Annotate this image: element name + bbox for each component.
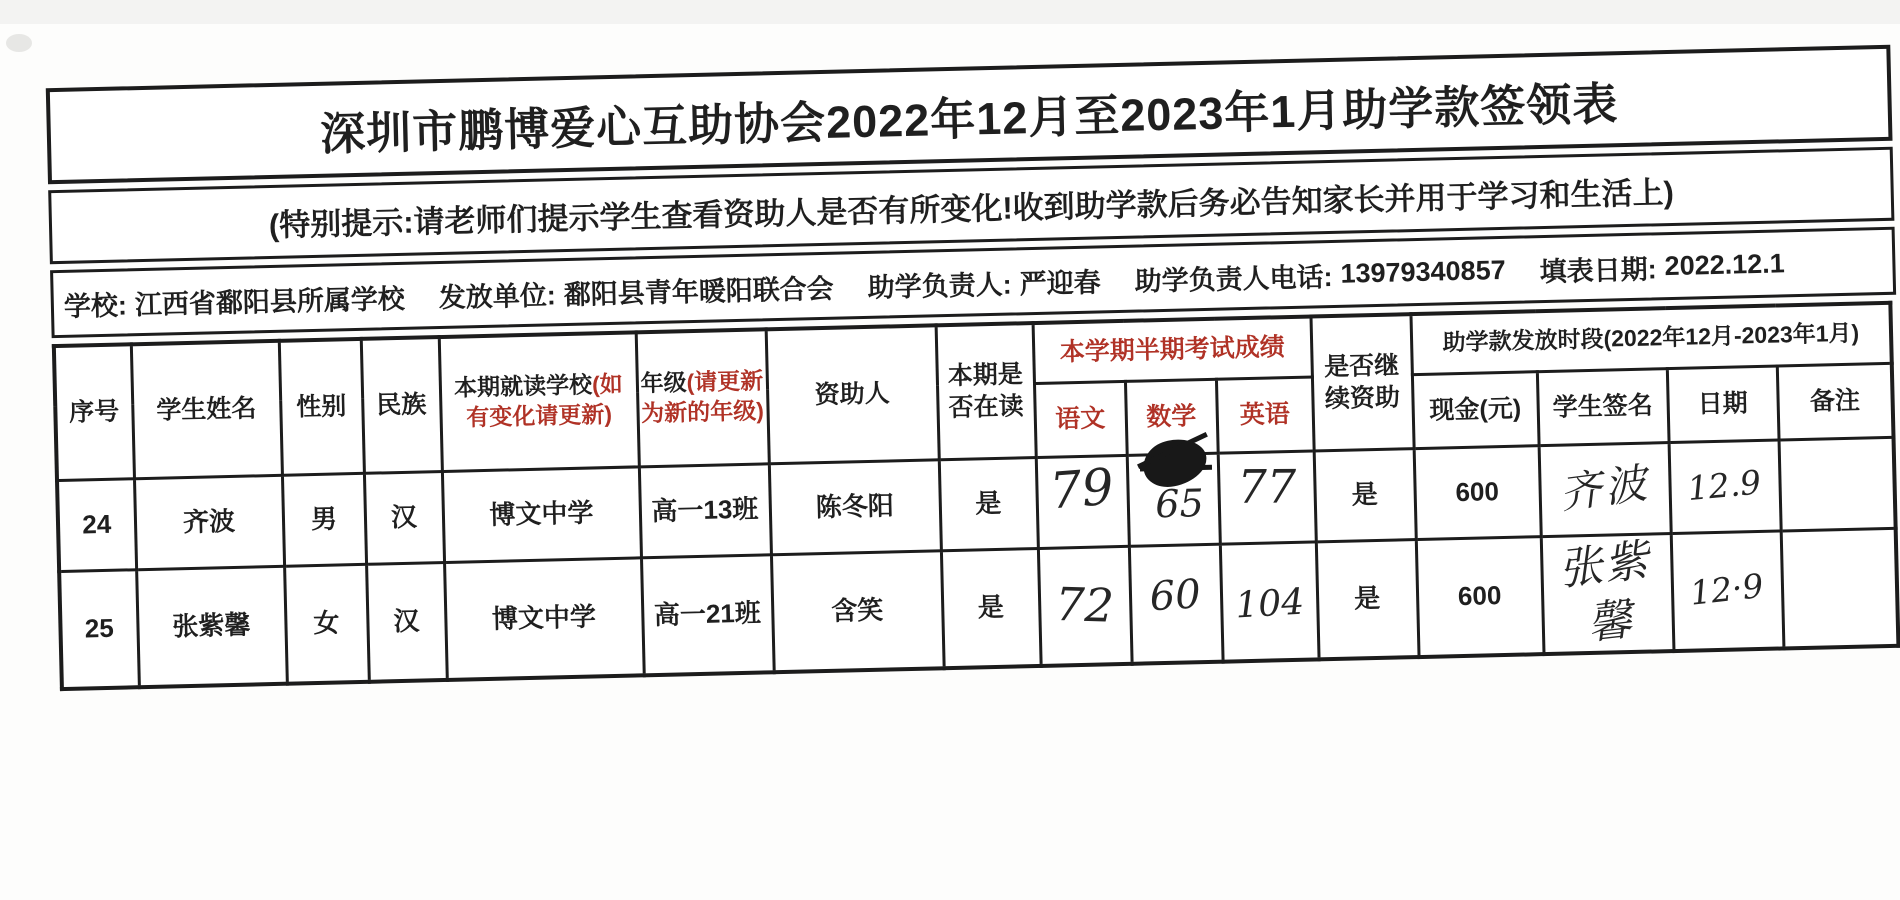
cell-cash: 600	[1414, 445, 1541, 539]
col-math-header: 数学	[1125, 379, 1218, 455]
col-english-header: 英语	[1216, 376, 1314, 452]
cell-name: 齐波	[134, 475, 284, 569]
cell-ethnicity: 汉	[366, 562, 447, 682]
cell-signature	[1541, 533, 1674, 654]
handwritten-score: 60	[1148, 571, 1203, 620]
cell-note	[1779, 437, 1896, 531]
cell-signature	[1539, 442, 1671, 536]
page-title: 深圳市鹏博爱心互助协会2022年12月至2023年1月助学款签领表	[319, 77, 1619, 160]
cell-english-score	[1218, 450, 1316, 543]
col-enrolled-header: 本期是否在读	[936, 323, 1036, 459]
col-gender-header: 性别	[279, 339, 364, 475]
handwritten-score: 79	[1047, 457, 1116, 521]
cell-english-score	[1220, 541, 1319, 661]
cell-serial: 25	[59, 569, 139, 689]
col-grade-header	[636, 329, 769, 466]
handwritten-signature: 齐波	[1556, 458, 1653, 519]
cell-serial: 24	[57, 478, 136, 571]
cell-chinese-score	[1036, 455, 1129, 548]
phone-label: 助学负责人电话:	[1134, 261, 1333, 297]
cell-date	[1671, 530, 1784, 650]
col-note-header: 备注	[1777, 363, 1894, 440]
cell-math-score	[1127, 453, 1220, 546]
col-name-header: 学生姓名	[131, 341, 282, 478]
cell-date	[1669, 440, 1781, 534]
cell-chinese-score	[1038, 546, 1132, 666]
manager-value: 严迎春	[1019, 266, 1101, 299]
cell-math-score	[1129, 544, 1223, 664]
special-notice: (特别提示:请老师们提示学生查看资助人是否有所变化!收到助学款后务必告知家长并用于学习和生活上)	[268, 174, 1675, 243]
cell-enrolled: 是	[939, 457, 1038, 550]
handwritten-corrected-score: 65	[1154, 480, 1205, 526]
filldate-value: 2022.12.1	[1664, 247, 1786, 281]
handwritten-signature: 张紫馨	[1555, 534, 1653, 650]
cell-gender: 男	[282, 473, 366, 566]
cell-note	[1781, 528, 1899, 649]
handwritten-score: 72	[1054, 576, 1115, 633]
cell-grade: 高一13班	[639, 463, 771, 557]
phone-value: 13979340857	[1340, 254, 1506, 289]
manager-label: 助学负责人:	[867, 269, 1013, 303]
issuer-value: 鄱阳县青年暖阳联合会	[563, 273, 835, 310]
exam-group-header: 本学期半期考试成绩	[1033, 317, 1312, 384]
grade-header-main: 年级	[640, 369, 687, 397]
col-date-header: 日期	[1667, 366, 1779, 443]
cell-continue: 是	[1314, 448, 1416, 541]
cell-sponsor: 陈冬阳	[769, 459, 941, 554]
school-label: 学校:	[63, 289, 128, 322]
cell-school: 博文中学	[442, 466, 641, 562]
handwritten-date: 12·9	[1688, 566, 1766, 613]
cell-gender: 女	[284, 564, 369, 684]
issuer-label: 发放单位:	[438, 279, 557, 313]
scan-edge-top	[0, 0, 1900, 24]
cell-sponsor: 含笑	[771, 550, 944, 672]
cell-school: 博文中学	[444, 557, 644, 679]
col-school-header	[439, 332, 639, 471]
scan-smudge	[6, 34, 32, 52]
col-serial-header: 序号	[54, 344, 134, 480]
filldate-label: 填表日期:	[1539, 253, 1658, 287]
col-signature-header: 学生签名	[1537, 368, 1669, 445]
col-continue-header: 是否继续资助	[1311, 314, 1414, 450]
payment-group-header: 助学款发放时段(2022年12月-2023年1月)	[1410, 303, 1891, 374]
col-sponsor-header: 资助人	[766, 325, 939, 463]
cell-grade: 高一21班	[641, 554, 774, 675]
math-cell-content	[1130, 454, 1216, 544]
col-cash-header: 现金(元)	[1412, 371, 1539, 448]
handwritten-score: 104	[1233, 581, 1305, 627]
cell-enrolled: 是	[941, 548, 1041, 668]
document-scan	[46, 45, 1900, 691]
cell-ethnicity: 汉	[364, 471, 444, 564]
school-header-main: 本期就读学校	[453, 371, 593, 402]
school-header-note: (如有变化请更新)	[465, 371, 624, 431]
school-value: 江西省鄱阳县所属学校	[134, 283, 406, 320]
aid-table	[52, 301, 1900, 691]
grade-header-note: (请更新为新的年级)	[640, 367, 765, 427]
handwritten-date: 12.9	[1686, 462, 1763, 509]
col-ethnicity-header: 民族	[361, 337, 442, 473]
handwritten-score: 77	[1237, 459, 1297, 514]
col-chinese-header: 语文	[1034, 381, 1127, 457]
cell-name: 张紫馨	[136, 566, 287, 687]
cell-cash: 600	[1416, 536, 1544, 657]
cell-continue: 是	[1316, 539, 1419, 659]
